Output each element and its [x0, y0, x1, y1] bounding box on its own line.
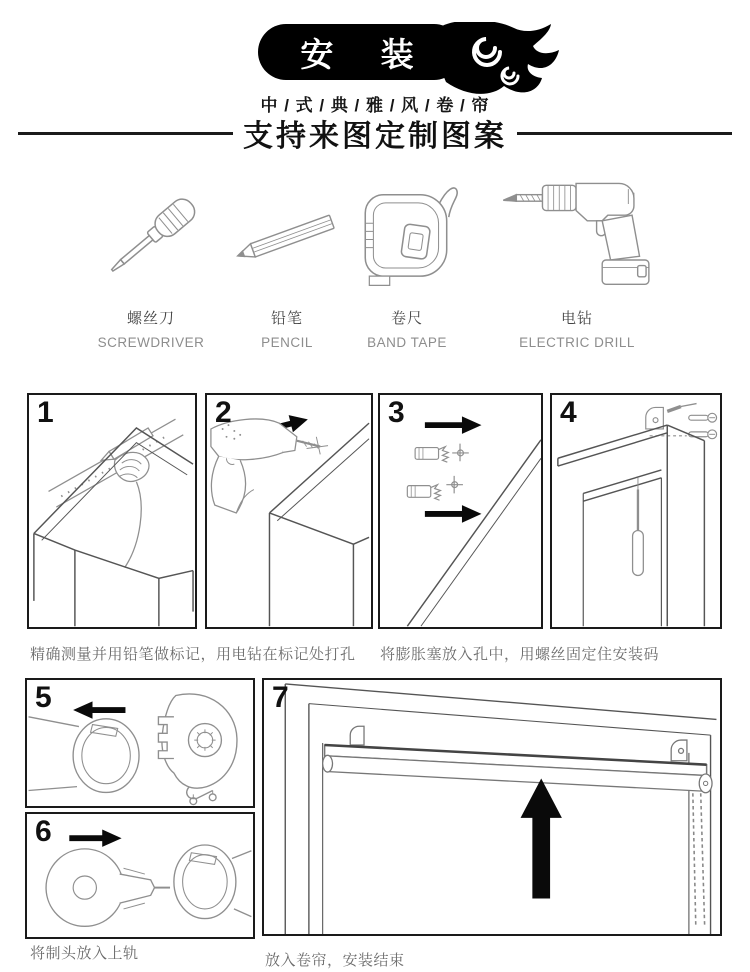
- electric-drill-icon: [491, 175, 663, 303]
- step-caption-anchor-bracket: 将膨胀塞放入孔中，用螺丝固定住安装码: [380, 646, 660, 663]
- arrow-up-icon: [521, 778, 562, 898]
- clutch-mechanism-icon: [158, 694, 237, 805]
- step-number: 7: [272, 681, 289, 714]
- step-box-7: [262, 678, 722, 936]
- tool-tape-measure: [348, 175, 466, 350]
- step-box-4: [550, 393, 722, 629]
- step-number: 6: [35, 815, 52, 848]
- step-number: 1: [37, 396, 54, 429]
- tool-label-cn: 卷尺: [390, 310, 423, 327]
- banner-title: 安 装: [300, 35, 420, 73]
- arrow-right-icon: [425, 505, 482, 523]
- tool-pencil: [224, 175, 350, 350]
- tool-label-en: BAND TAPE: [367, 335, 447, 350]
- step-box-6: [25, 812, 255, 939]
- bracket-and-screws-icon: [646, 404, 717, 439]
- heading-rule-left: [18, 132, 233, 135]
- step-box-1: [27, 393, 197, 629]
- tool-electric-drill: [488, 175, 666, 350]
- roller-blind-rail-icon: [323, 745, 712, 793]
- tool-label-en: ELECTRIC DRILL: [519, 335, 635, 350]
- installation-banner: [258, 24, 462, 80]
- custom-pattern-heading: [18, 112, 732, 154]
- arrow-right-icon: [69, 829, 121, 846]
- step-caption-head-into-rail: 将制头放入上轨: [30, 945, 139, 962]
- screwdriver-icon: [87, 175, 215, 303]
- tool-label-cn: 铅笔: [270, 310, 303, 327]
- tool-screwdriver: [85, 175, 217, 350]
- heading-rule-right: [517, 132, 732, 135]
- arrow-left-icon: [73, 701, 125, 718]
- mark-position-with-pencil-illustration: [29, 395, 195, 627]
- screw-bracket-to-frame-illustration: [552, 395, 720, 627]
- tool-label-cn: 电钻: [560, 310, 593, 327]
- step-caption-measure-drill: 精确测量并用铅笔做标记，用电钻在标记处打孔: [30, 646, 356, 663]
- step-box-2: [205, 393, 373, 629]
- tool-label-en: PENCIL: [261, 335, 313, 350]
- step-number: 4: [560, 396, 577, 429]
- step-box-5: [25, 678, 255, 808]
- tool-label-cn: 螺丝刀: [126, 310, 175, 327]
- pencil-icon: [227, 175, 347, 303]
- bead-chain-icon: [693, 793, 705, 926]
- tape-measure-icon: [351, 175, 463, 303]
- style-subtitle: 中 / 式 / 典 / 雅 / 风 / 卷 / 帘: [260, 96, 490, 115]
- step-caption-finish: 放入卷帘，安装结束: [265, 952, 405, 969]
- tool-label-en: SCREWDRIVER: [97, 335, 205, 350]
- bracket-icon: [350, 726, 364, 745]
- roller-tube-icon: [29, 717, 139, 793]
- step-number: 2: [215, 396, 232, 429]
- step-box-3: [378, 393, 543, 629]
- step-number: 5: [35, 681, 52, 714]
- screwdriver-icon: [633, 478, 644, 576]
- step-number: 3: [388, 396, 405, 429]
- arrow-right-icon: [425, 416, 482, 434]
- end-plug-icon: [46, 849, 170, 926]
- attach-clutch-to-tube-illustration: [27, 680, 253, 806]
- heading-text: 支持来图定制图案: [243, 120, 507, 153]
- mount-roller-blind-upward-illustration: [264, 680, 720, 934]
- insert-end-plug-into-tube-illustration: [27, 814, 253, 937]
- roller-tube-icon: [174, 845, 251, 919]
- wall-anchor-icon: [415, 444, 469, 463]
- wall-anchor-icon: [407, 476, 463, 500]
